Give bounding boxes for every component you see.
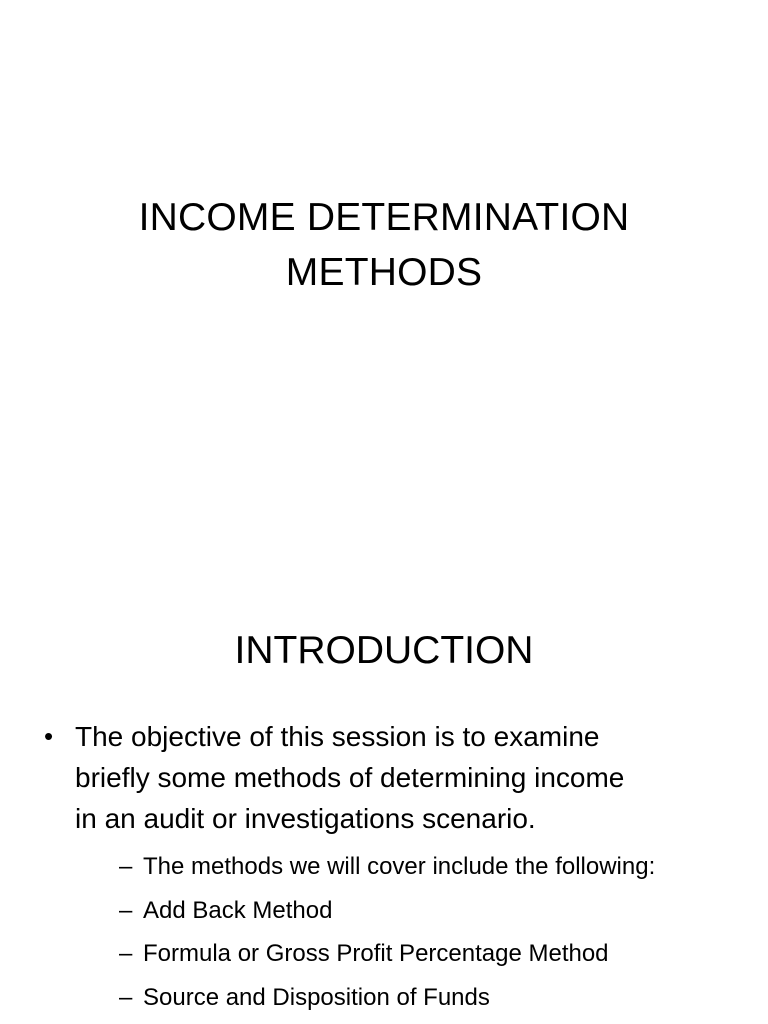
dash-icon: – [119,853,133,880]
bullet-item [40,716,740,1019]
sub-item-gross-profit [75,932,740,976]
bullet-list [40,716,740,1019]
title-line-1: INCOME DETERMINATION [138,196,630,239]
dash-icon: – [119,983,133,1011]
section-title: INTRODUCTION [234,629,534,672]
bullet-text-line-3: in an audit or investigations scenario. [75,803,536,834]
bullet-text-line-2: briefly some methods of determining income [75,762,625,793]
bullet-text [75,716,740,839]
introduction-slide [0,576,768,1024]
bullet-text-line-1: The objective of this session is to examine [75,721,600,752]
sub-item-add-back [75,889,740,933]
sub-item-text: Source and Disposition of Funds [143,983,490,1011]
bullet-icon: • [44,721,54,751]
dash-icon: – [119,896,133,924]
document-title [0,190,768,300]
sub-item-methods-intro [75,845,740,889]
dash-icon: – [119,940,133,967]
sub-item-text: Formula or Gross Profit Percentage Method [143,940,609,967]
sub-item-text: The methods we will cover include the following: [143,853,656,880]
sub-item-text: Add Back Method [143,896,333,924]
sub-list [75,845,740,1019]
title-line-2: METHODS [285,251,483,294]
sub-item-source-disposition [75,976,740,1020]
